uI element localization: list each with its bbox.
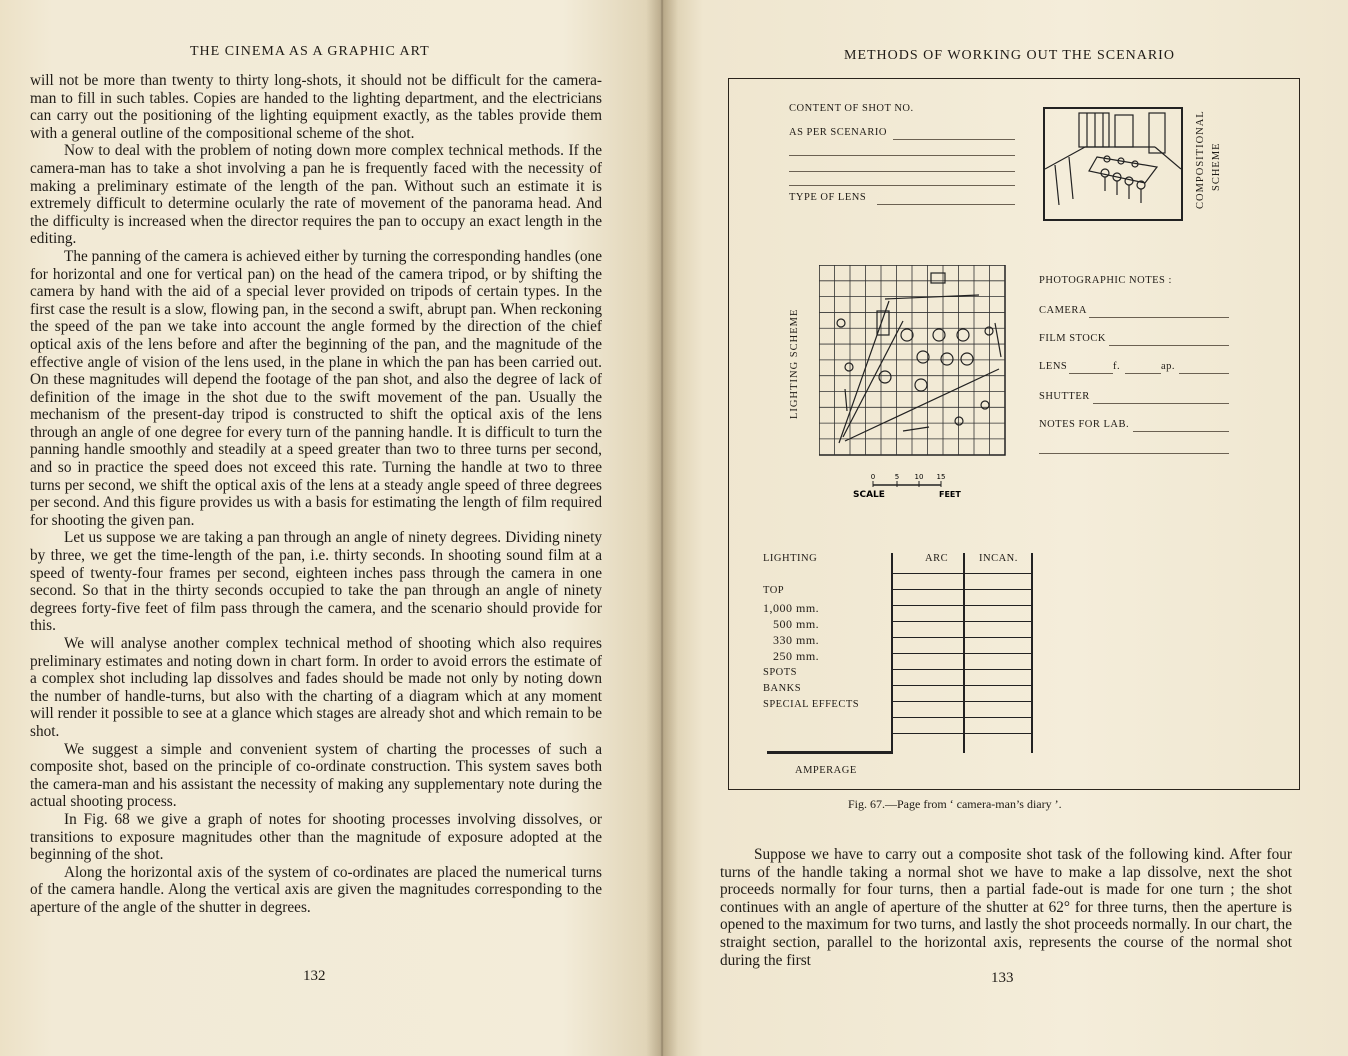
ap-line [1179,373,1229,374]
lighting-table-grid [891,553,1035,753]
left-page [0,0,662,1056]
table-row-line [891,717,1031,718]
amperage-baseline [767,751,893,754]
table-row-line [891,589,1031,590]
table-row-line [891,733,1031,734]
content-of-shot-label: CONTENT OF SHOT NO. [789,103,914,114]
table-row-line [891,669,1031,670]
paragraph: We will analyse another complex technical method of shooting which also requires preliminary estimates and noting down in chart form. In order to avoid errors the estimate of a complex shot including lap dissolves and fades should be made not only by noting down the number of handle-turns, but also with the charting of a diagram which at any moment will render it possible to see at a glance which stages are already shot and which remain to be shot. [30,635,602,740]
incan-header: INCAN. [979,553,1018,564]
f-line [1125,373,1161,374]
type-of-lens-label: TYPE OF LENS [789,192,867,203]
table-row-line [891,637,1031,638]
scenario-line [789,155,1015,156]
notes-for-lab-label: NOTES FOR LAB. [1039,419,1130,430]
lighting-row-label: 330 mm. [773,633,820,647]
scenario-line [893,139,1015,140]
scale-tick-label: 0 [870,473,876,481]
page-number-right: 133 [991,970,1014,986]
scheme-label: SCHEME [1211,142,1222,191]
table-row-line [891,621,1031,622]
scenario-line [789,185,1015,186]
paragraph: will not be more than twenty to thirty long-shots, it should not be difficult for the camera-man to fill in such tables. Copies are handed to the lighting department, and the electricians can carry out the positioning of the lighting equipment exactly, as the tables provide them with a general outline of the compositional scheme of the shot. [30,72,602,142]
right-body-text [720,846,1292,969]
running-head-right: METHODS OF WORKING OUT THE SCENARIO [844,48,1175,63]
table-row-line [891,701,1031,702]
camera-label: CAMERA [1039,305,1087,316]
table-row-line [891,685,1031,686]
shutter-line [1093,403,1229,404]
feet-label: FEET [939,490,961,499]
running-head-left: THE CINEMA AS A GRAPHIC ART [190,44,430,59]
lighting-row-label: SPOTS [763,667,798,678]
lighting-plan-grid [819,265,1009,457]
book-gutter [646,0,678,1056]
lighting-row-label: SPECIAL EFFECTS [763,699,860,710]
left-body-text [30,72,602,917]
paragraph: Now to deal with the problem of noting down more complex technical methods. If the camera-man has to take a shot involving a pan he is frequently faced with the necessity of making a preliminary estimate of the length of the pan. Without such an estimate it is extremely difficult to determine ocularly the rate of movement of the panorama head. And the difficulty is increased when the director requires the pan to occupy an exact length in the editing. [30,142,602,248]
figure-caption: Fig. 67.—Page from ‘ camera-man’s diary ’. [848,797,1062,811]
table-row-line [891,605,1031,606]
lighting-scheme-label: LIGHTING SCHEME [789,308,800,419]
paragraph: Let us suppose we are taking a pan through an angle of ninety degrees. Dividing ninety by three, we get the time-length of the pan, i.e. thirty seconds. In shooting sound film at a speed of twenty-four frames per second, eighteen inches pass through the camera in one second. So that in the thirty seconds occupied to take the pan through an angle of ninety degrees forty-five feet of film pass through the camera, and the scenario should provide for this. [30,529,602,635]
paragraph: Suppose we have to carry out a composite shot task of the following kind. After four turns of the handle taking a normal shot we have to make a lap dissolve, next the shot proceeds normally for four turns, then a partial fade-out is made for one turn ; the shot continues with an angle of aperture of the shutter at 62° for three turns, then the aperture is opened to the maximum for two turns, and lastly the shot proceeds normally. In our chart, the straight section, parallel to the horizontal axis, represents the course of the normal shot during the first [720,846,1292,969]
right-page [662,0,1348,1056]
room-sketch-drawing [1045,109,1181,219]
lighting-row-label: 250 mm. [773,649,820,663]
scale-tick-label: 5 [894,473,900,481]
lighting-heading: LIGHTING [763,553,818,564]
lighting-row-label: 500 mm. [773,617,820,631]
paragraph: We suggest a simple and convenient system of charting the processes of such a composite shot, based on the principle of co-ordinate construction. This system saves both the camera-man and his assistant the necessity of making any supplementary note during the actual shooting process. [30,740,602,811]
lighting-row-label: BANKS [763,683,802,694]
scale-tick-label: 10 [914,473,924,481]
paragraph: Along the horizontal axis of the system of co-ordinates are placed the numerical turns of the camera handle. Along the vertical axis are given the magnitudes corresponding to the aperture of the angle of the shutter in degrees. [30,863,602,916]
scale-label: SCALE [853,490,885,500]
arc-header: ARC [925,553,949,564]
lens-line [877,204,1015,205]
scenario-line [789,171,1015,172]
compositional-label: COMPOSITIONAL [1195,110,1206,209]
compositional-sketch [1043,107,1183,221]
lab-line [1133,431,1229,432]
ap-label: ap. [1161,361,1176,372]
scale-tick-label: 15 [936,473,946,481]
paragraph: In Fig. 68 we give a graph of notes for shooting processes involving dissolves, or transitions to exposure magnitudes other than the magnitude of exposure adopted at the beginning of the shot. [30,810,602,864]
camera-diary-form [728,78,1300,790]
lens-line [1069,373,1113,374]
lighting-row-label: TOP [763,585,785,596]
camera-line [1089,317,1229,318]
amperage-label: AMPERAGE [795,765,857,776]
photo-notes-heading: PHOTOGRAPHIC NOTES : [1039,275,1172,286]
shutter-label: SHUTTER [1039,391,1090,402]
as-per-scenario-label: AS PER SCENARIO [789,127,887,138]
paragraph: The panning of the camera is achieved either by turning the corresponding handles (one for horizontal and one for vertical pan) on the head of the camera tripod, or by shifting the camera by hand with the aid of a special lever provided on tripods of certain types. In the first case the result is a slow, flowing pan, in the second a swift, abrupt pan. When reckoning the speed of the pan we take into account the angle formed by the direction of the chief optical axis of the lens before and after the beginning of the pan, and the magnitude of the effective angle of vision of the lens used, in the plane in which the pan has been carried out. On these magnitudes will depend the footage of the pan shot, and also the degree of lack of definition of the image in the shot due to the swift movement of the pan. Usually the mechanism of the present-day tripod is constructed to shift the optical axis of the lens through an angle of one degree for every turn of the panning handle. It is difficult to turn the panning handle smoothly and steadily at a speed greater than two to three turns per second, and so in practice the speed does not exceed this rate. Turning the handle at two to three turns per second, we shift the optical axis of the lens at a steady angle speed of three degrees per second. And this figure provides us with a basis for estimating the length of film required for shooting the given pan. [30,247,602,529]
scale-bar [849,469,979,505]
f-label: f. [1113,361,1121,372]
film-stock-label: FILM STOCK [1039,333,1106,344]
lighting-row-label: 1,000 mm. [763,601,820,615]
table-column-line [1031,553,1033,753]
table-row-line [891,653,1031,654]
table-row-line [891,573,1031,574]
page-number-left: 132 [303,968,326,984]
lens-label: LENS [1039,361,1068,372]
film-stock-line [1109,345,1229,346]
lab-line [1039,453,1229,454]
